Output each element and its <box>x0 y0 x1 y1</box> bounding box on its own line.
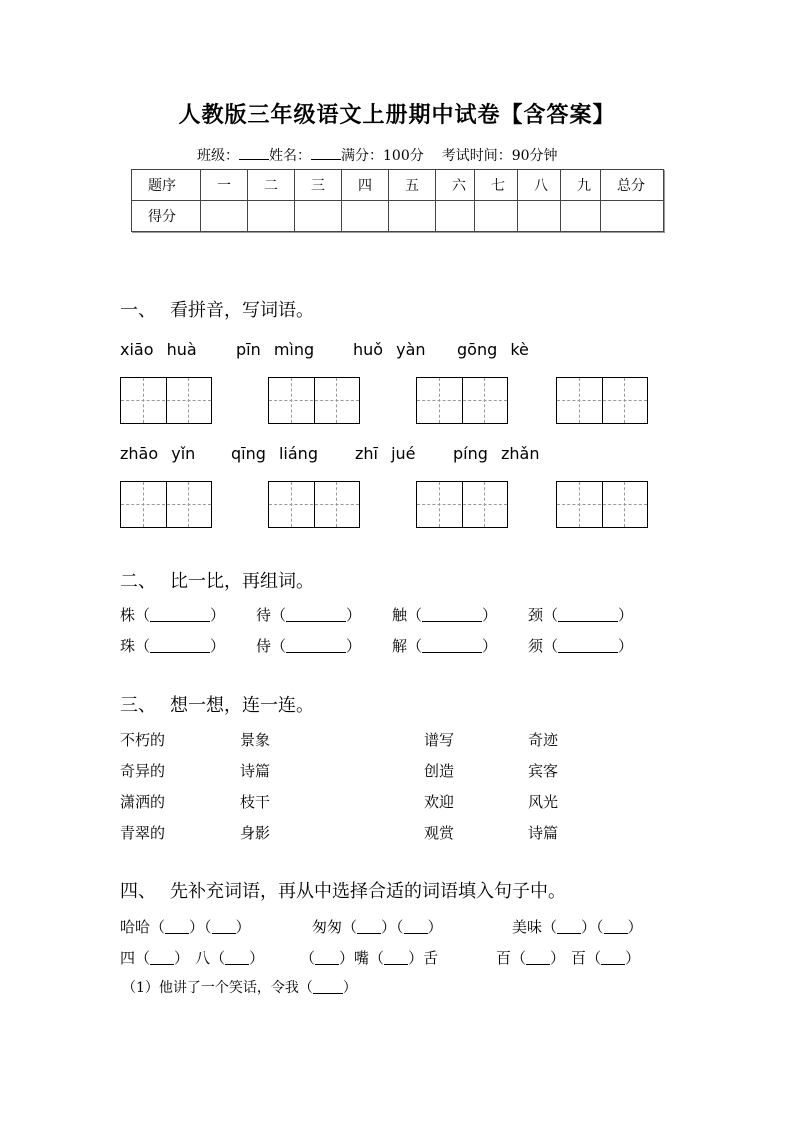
pinyin-label: huǒ yàn <box>353 340 426 359</box>
exam-info <box>197 145 558 165</box>
section-title: 比一比，再组词。 <box>170 571 314 592</box>
score-header-cell: 八 <box>518 170 561 201</box>
answer-blank[interactable] <box>212 917 236 934</box>
idiom-fill-item: 美味（ ）（ ） <box>512 918 643 936</box>
score-header-cell: 一 <box>201 170 248 201</box>
score-row-label: 得分 <box>132 201 201 232</box>
section-number: 二、 <box>120 571 156 592</box>
class-blank[interactable] <box>239 145 269 160</box>
section-3-heading <box>120 691 314 717</box>
section-1-heading <box>120 296 314 322</box>
answer-blank[interactable] <box>165 917 189 934</box>
compare-word-item: 须（ ） <box>528 637 634 655</box>
score-header-cell: 九 <box>561 170 601 201</box>
answer-blank[interactable] <box>286 636 346 653</box>
answer-blank[interactable] <box>404 917 428 934</box>
match-right-word[interactable]: 诗篇 <box>240 762 271 780</box>
match-right-word[interactable]: 身影 <box>240 824 271 842</box>
section-number: 四、 <box>120 881 156 902</box>
pinyin-label: zhāo yǐn <box>120 444 196 463</box>
answer-blank[interactable] <box>150 605 210 622</box>
compare-word-item: 颈（ ） <box>528 606 634 624</box>
match-left-word[interactable]: 欢迎 <box>424 793 455 811</box>
section-4-heading <box>120 877 566 903</box>
match-left-word[interactable]: 青翠的 <box>120 824 166 842</box>
name-label: 姓名： <box>269 148 311 164</box>
idiom-fill-item: 匆匆（ ）（ ） <box>312 918 443 936</box>
score-header-cell: 二 <box>248 170 295 201</box>
answer-blank[interactable] <box>422 605 482 622</box>
score-table-score-row <box>132 201 664 232</box>
section-number: 一、 <box>120 300 156 321</box>
answer-blank[interactable] <box>601 948 625 965</box>
score-cell[interactable] <box>518 201 561 232</box>
match-left-word[interactable]: 观赏 <box>424 824 455 842</box>
writing-grid-box[interactable] <box>556 481 648 528</box>
answer-blank[interactable] <box>150 636 210 653</box>
idiom-fill-item: 哈哈（ ）（ ） <box>120 918 251 936</box>
sentence-fill-item: （1）他讲了一个笑话，令我（ ） <box>122 977 357 997</box>
pinyin-label: píng zhǎn <box>453 444 540 463</box>
match-left-word[interactable]: 奇异的 <box>120 762 166 780</box>
pinyin-label: gōng kè <box>457 340 529 359</box>
match-right-word[interactable]: 枝干 <box>240 793 271 811</box>
answer-blank[interactable] <box>557 917 581 934</box>
writing-grid-box[interactable] <box>416 377 508 424</box>
answer-blank[interactable] <box>150 948 174 965</box>
writing-grid-box[interactable] <box>416 481 508 528</box>
match-left-word[interactable]: 不朽的 <box>120 731 166 749</box>
score-cell[interactable] <box>561 201 601 232</box>
score-cell[interactable] <box>248 201 295 232</box>
compare-word-item: 株（ ） <box>120 606 226 624</box>
writing-grid-box[interactable] <box>120 377 212 424</box>
writing-grid-box[interactable] <box>268 481 360 528</box>
score-header-cell: 四 <box>342 170 389 201</box>
score-table-header-row <box>132 170 664 201</box>
pinyin-label: zhī jué <box>355 444 416 463</box>
match-left-word[interactable]: 潇洒的 <box>120 793 166 811</box>
compare-word-item: 解（ ） <box>392 637 498 655</box>
score-cell[interactable] <box>389 201 436 232</box>
match-right-word[interactable]: 宾客 <box>528 762 559 780</box>
class-label: 班级： <box>197 148 239 164</box>
score-header-cell: 七 <box>475 170 518 201</box>
answer-blank[interactable] <box>357 917 381 934</box>
score-header-cell: 六 <box>436 170 475 201</box>
match-left-word[interactable]: 创造 <box>424 762 455 780</box>
score-header-cell: 总分 <box>601 170 664 201</box>
full-score: 满分：100分 <box>341 148 424 164</box>
match-right-word[interactable]: 风光 <box>528 793 559 811</box>
section-title: 先补充词语，再从中选择合适的词语填入句子中。 <box>170 881 566 902</box>
score-cell[interactable] <box>342 201 389 232</box>
compare-word-item: 触（ ） <box>392 606 498 624</box>
answer-blank[interactable] <box>384 948 408 965</box>
compare-word-item: 珠（ ） <box>120 637 226 655</box>
exam-time: 考试时间：90分钟 <box>441 148 558 164</box>
answer-blank[interactable] <box>558 605 618 622</box>
score-table <box>131 169 664 232</box>
writing-grid-box[interactable] <box>268 377 360 424</box>
score-cell[interactable] <box>436 201 475 232</box>
idiom-fill-item: 四（ ） 八（ ） <box>120 949 265 967</box>
match-right-word[interactable]: 景象 <box>240 731 271 749</box>
pinyin-label: qīng liáng <box>231 444 318 463</box>
idiom-fill-item: （ ）嘴（ ）舌 <box>300 949 439 967</box>
compare-word-item: 侍（ ） <box>256 637 362 655</box>
pinyin-label: xiāo huà <box>120 340 197 359</box>
score-cell[interactable] <box>201 201 248 232</box>
compare-word-item: 待（ ） <box>256 606 362 624</box>
score-header-cell: 题序 <box>132 170 201 201</box>
idiom-fill-item: 百（ ） 百（ ） <box>496 949 641 967</box>
writing-grid-box[interactable] <box>120 481 212 528</box>
answer-blank[interactable] <box>315 948 339 965</box>
page-title: 人教版三年级语文上册期中试卷【含答案】 <box>178 103 616 128</box>
answer-blank[interactable] <box>313 977 343 994</box>
score-header-cell: 五 <box>389 170 436 201</box>
answer-blank[interactable] <box>604 917 628 934</box>
score-header-cell: 三 <box>295 170 342 201</box>
answer-blank[interactable] <box>422 636 482 653</box>
pinyin-label: pīn mìng <box>236 340 315 359</box>
score-cell[interactable] <box>295 201 342 232</box>
score-cell[interactable] <box>601 201 664 232</box>
section-title: 想一想，连一连。 <box>170 695 314 716</box>
section-2-heading <box>120 567 314 593</box>
answer-blank[interactable] <box>558 636 618 653</box>
answer-blank[interactable] <box>286 605 346 622</box>
writing-grid-box[interactable] <box>556 377 648 424</box>
name-blank[interactable] <box>311 145 341 160</box>
section-number: 三、 <box>120 695 156 716</box>
score-cell[interactable] <box>475 201 518 232</box>
match-right-word[interactable]: 奇迹 <box>528 731 559 749</box>
match-right-word[interactable]: 诗篇 <box>528 824 559 842</box>
section-title: 看拼音，写词语。 <box>170 300 314 321</box>
match-left-word[interactable]: 谱写 <box>424 731 455 749</box>
answer-blank[interactable] <box>526 948 550 965</box>
answer-blank[interactable] <box>225 948 249 965</box>
